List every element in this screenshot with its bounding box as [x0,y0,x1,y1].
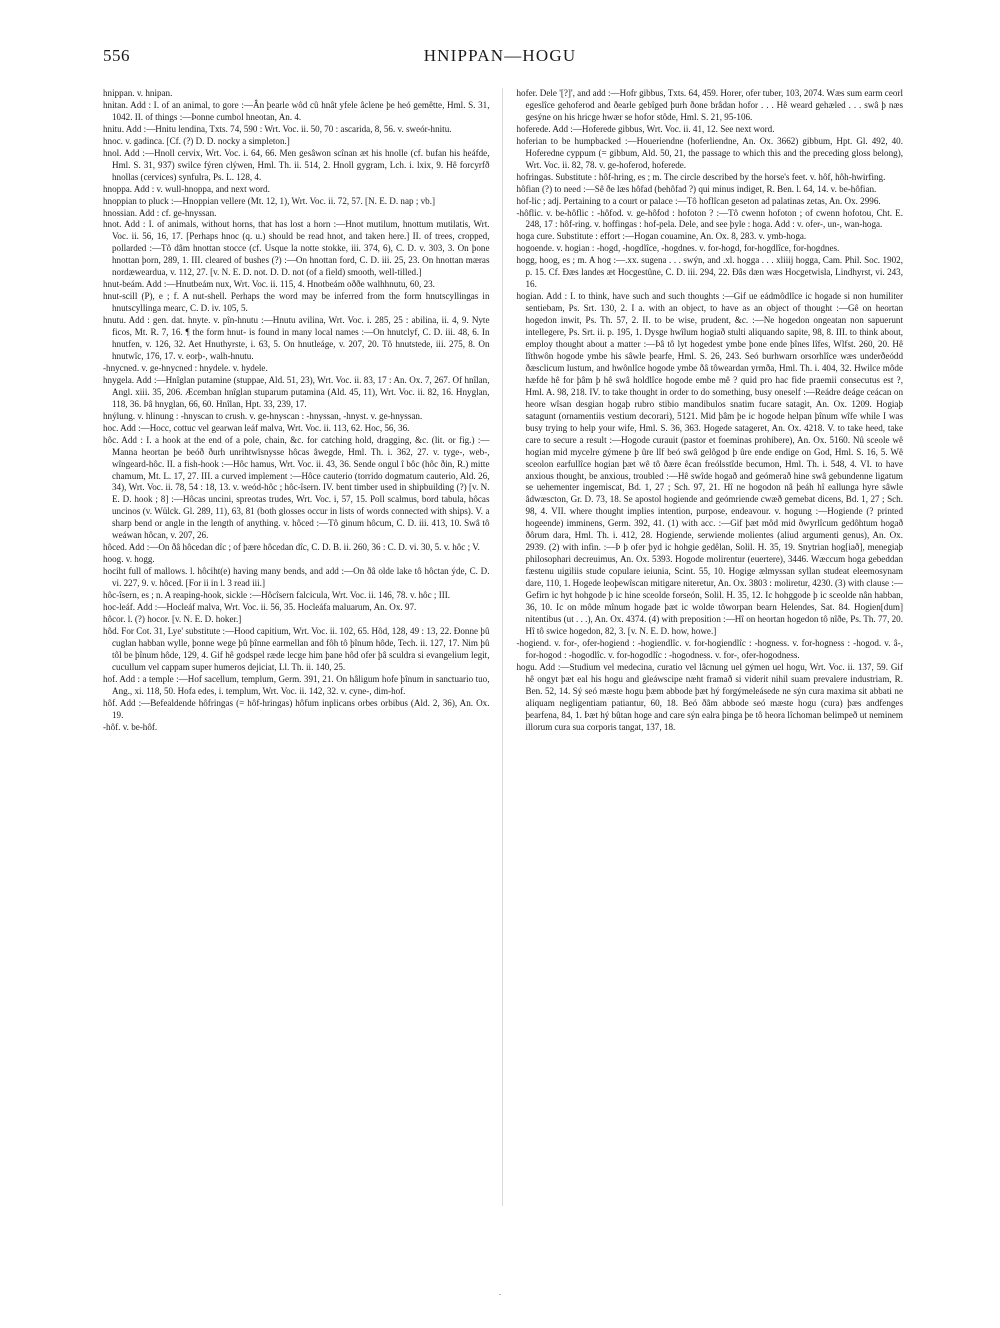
column-left [103,88,491,1208]
page-header [0,46,1000,72]
dictionary-entry: hôf. Add :—Befealdende hôfringas (= hôf-hringas) hôfum inplicans orbes orbibus (Ald. 2, 36), An. Ox. 19. [103,697,490,720]
dictionary-entry: hôd. For Cot. 31, Lye' substitute :—Hood capitium, Wrt. Voc. ii. 102, 65. Hôd, 128, 49 : 13, 22. Ðonne þû cuglan habban wylle, þonne wege þû þînne earmellan and fôh tô þînum hôde, Tech. ii. 127, 17. Nim þû tôl be þînum hôde, 129, 4. Gif hê godspel ræde lecge him þane hôd ofer þâ sculdra si evangelium legit, cucullum vel cappam super humeros dejiciat, Ll. Th. ii. 140, 25. [103,625,490,672]
page-footer-mark: . [499,1288,501,1297]
dictionary-entry: hnoppa. Add : v. wull-hnoppa, and next word. [103,183,270,194]
dictionary-entry: hociht full of mallows. l. hôciht(e) having many bends, and add :—On ðâ olde lake tô hôctan ýde, C. D. vi. 227, 9. v. hôced. [For ii in l. 3 read iii.] [103,566,490,589]
dictionary-entry: hoc. Add :—Hocc, cottuc vel gearwan leáf malva, Wrt. Voc. ii. 113, 62. Hoc, 56, 36. [103,422,410,433]
dictionary-entry: hnossian. Add : cf. ge-hnyssan. [103,207,217,218]
dictionary-entry: hnol. Add :—Hnoll cervix, Wrt. Voc. i. 64, 66. Men gesâwon scînan æt his hnolle (cf. bufan his heáfde, Hml. S. 31, 937) swilce fýren clýwen, Hml. Th. ii. 514, 2. Hnoll gygram, Lch. i. lxix, 9. Hê forcyrfð hnollas (cervices) synfulra, Ps. L. 128, 4. [103,147,490,182]
dictionary-entry: -hôf. v. be-hôf. [103,721,158,732]
dictionary-entry: hoog. v. hogg. [103,554,155,565]
dictionary-entry: hnut-beám. Add :—Hnutbeám nux, Wrt. Voc. ii. 115, 4. Hnotbeám oððe walhhnutu, 60, 23. [103,279,435,290]
dictionary-entry: hoga cure. Substitute : effort :—Hogan couamine, An. Ox. 8, 283. v. ymb-hoga. [516,231,807,242]
dictionary-entry: hof. Add : a temple :—Hof sacellum, templum, Germ. 391, 21. On hâligum hofe þînum in sanctuario tuo, Ang., xi. 118, 50. Hofa edes, i. templum, Wrt. Voc. ii. 142, 32. v. cyne-, dim-hof. [103,673,490,696]
dictionary-entry: hnut-scill (P), e ; f. A nut-shell. Perhaps the word may be inferred from the form hnutscyllingas in hnutscyllinga mearc, C. D. iv. 105, 5. [103,291,490,314]
dictionary-entry: hnoc. v. gadinca. [Cf. (?) D. D. nocky a simpleton.] [103,135,290,146]
dictionary-entry: hofringas. Substitute : hôf-hring, es ; m. The circle described by the horse's feet. v. hôf, hôh-hwirfing. [516,171,886,182]
dictionary-entry: hogian. Add : I. to think, have such and such thoughts :—Gif ue eádmôdlîce ic hogade si non humiliter sentiebam, Ps. Srt. 130, 2. I a. with an object, to have as an object of thought :—Gê on heortan hogedon inwit, Ps. Th. 57, 2. II. to be wise, prudent, &c. :—Ne hogedon ongeatan non sapuerunt intellegere, Ps. Srt. ii. p. 195, 1. Dysge hwîlum hogiað stulti aliquando sapite, 98, 8. III. to think about, employ thought about a matter :—Þâ tô lyt hogedest ymbe þone ende þînes lîfes, Wlfst. 260, 20. Hê lîthwôn hogode ymbe his sâwle þearfe, Hml. S. 26, 243. Seó burhwarn orsorhlîce wæs underðeódd ðæsclicum lustum, and hwônlîce hogode ymbe ðâ tôweardan yrmða, Hml. Th. i. 404, 32. Hwilce môde hæfde hê for þâm þ hê swâ holdlîce hogode embe mê ? quid pro hac fide praemii consecutus est ?, Hml. A. 98, 218. IV. to take thought in order to do something, busy oneself :—Reádre deáge ceácan on heore wîsan desgian hogaþ rubro stibio mandibulos snatim fucare satagit, An. Ox. 1209. Hogiaþ satagunt (ornamentiis vestium decorari), 5121. Mid þâm þe ic hogode helpan þînum wîfe while I was busy trying to help your wife, Hml. S. 36, 363. Hogede satageret, An. Ox. 4218. V. to take heed, take care to secure a result :—Hogode curauit (pastor et foeminas prohibere), An. Ox. 5160. Nû sceole wê hogian mid mycelre gýmene þ ûre lîf beó swâ gelôgod þ ûre ende endige on God, Hml. S. 16, 5. Wê sceolon earfullîce hogian þæt wê tô ðære êcan freólsstîde becumon, Hml. Th. i. 548, 4. VI. to have anxious thought, be anxious, troubled :—Hê swîde hogað and geómerað hine swâ gebundenne ligatum se uehementer ingemiscat, Bd. 1, 27 ; Sch. 97, 21. Hî ne hogodon nâ þeáh hî eallunga hyre sâwle âdwæscton, Gr. D. 73, 18. Se apostol hogiende and geómriende cwæð gemebat dicens, Bd. 1, 27 ; Sch. 98, 4. VII. where thought implies intention, purpose, endeavour. v. hogung :—Hogiende (? printed hogeende) imminens, Germ. 392, 41. (1) with acc. :—Gif þæt môd mid ðwyrlîcum gedôhtum hogað ðôrum dara, Hml. Th. i. 412, 28. Hogiende, serwiende molientes (aliud argumenti genus), An. Ox. 2939. (2) with infin. :—Þ þ ofer þyd ic hohgie gedêlan, Solil. H. 35, 19. Snytrian hog[iað], menegiaþ philosophari decreuimus, An. Ox. 5393. Hogode molirentur (euertere), 3446. Wæccum hoga gebeddan fæstenu uigiliis stude copulare ieiunia, Scint. 55, 10. Hogige ælmyssan syllan studeat eleemosynam dare, 110, 1. Hogede leoþewîscan mitigare niteretur, An. Ox. 3803 : moliretur, 4230. (3) with clause :—Gefirn ic hyt hohgode þ ic hine sceolde forseón, Solil. H. 35, 12. Ic hohggode þ ic sceolde nân habban, 36, 10. Ic on môde mînum hogade þæt ic wolde tôworpan bearn Helendes, Sat. 84. Hogien[dum] nitentibus (ut . . .), An. Ox. 4374. (4) with preposition :—Hî on heortan hogedon tô nîðe, Ps. Th. 77, 20. Hî tô swice hogedon, 82, 3. [v. N. E. D. how, howe.] [516,291,903,636]
dictionary-entry: -hnycned. v. ge-hnycned : hnydele. v. hydele. [103,362,268,373]
dictionary-entry: -hogiend. v. for-, ofer-hogiend : -hogiendlîc. v. for-hogiendlîc : -hogness. v. for-hogness : -hogod. v. â-, for-hogod : -hogodlîc. v. for-hogodlîc : -hogodness. v. for-, ofer-hogodness. [516,637,903,660]
column-right [517,88,904,1208]
dictionary-entry: hôced. Add :—On ðâ hôcedan dîc ; of þære hôcedan dîc, C. D. B. ii. 260, 36 : C. D. vi. 30, 5. v. hôc ; V. [103,542,480,553]
dictionary-entry: hôc. Add : I. a hook at the end of a pole, chain, &c. for catching hold, dragging, &c. (lit. or fig.) :—Manna heortan þe beóð ðurh unrihtwîsnysse hôcas âwegde, Hml. Th. i. 362, 27. v. tyge-, web-, wîngeard-hôc. II. a fish-hook :—Hôc hamus, Wrt. Voc. ii. 43, 36. Sende ongul î bôc (hôc ðin, R.) mitte chamum, Mt. L. 17, 27. III. a curved implement :—Hôce cauterio (torrido dogmatum cauterio, Ald. 26, 34), Wrt. Voc. ii. 78, 54 : 18, 13. v. weód-hôc ; hôc-îsern. IV. bent timber used in shipbuilding (?) [v. N. E. D. hook ; 8] :—Hôcas uncini, spreotas trudes, Wrt. Voc. i, 57, 15. Poll scalmus, bord tabula, hôcas uncinos (v. Wülck. Gl. 289, 11), 63, 81 (both glosses occur in lists of words connected with ships). V. a sharp bend or angle in the length of anything. v. hôced :—Tô ginum hôcum, C. D. iii. 413, 10. Swâ tô weáwan hôcan, v. 207, 26. [103,434,490,541]
running-title: HNIPPAN—HOGU [423,46,577,65]
dictionary-entry: hnygela. Add :—Hnîglan putamine (stuppae, Ald. 51, 23), Wrt. Voc. ii. 83, 17 : An. Ox. 7, 267. Of hnîlan, Angl. xiii. 35, 206. Æcemban hnîglan stuparum putamina (Ald. 45, 11), Wrt. Voc. ii. 82, 16. Hnyglan, 118, 36. Þâ hnyglan, 66, 60. Hnîlan, Hpt. 33, 239, 17. [103,374,490,409]
dictionary-entry: hôcor. l. (?) hocor. [v. N. E. D. hoker.] [103,613,242,624]
dictionary-entry: hofer. Dele '[?]', and add :—Hofr gibbus, Txts. 64, 459. Horer, ofer tuber, 103, 2074. Wæs sum earm ceorl egeslîce gehoferod and ðearle gebîged þurh ðone brâdan hofor . . . Hê weard gehæled . . . swâ þ næs gesýne on his hricge hwær se hofor stôde, Hml. S. 21, 95-106. [516,88,903,122]
dictionary-entry: hnoppian to pluck :—Hnoppian vellere (Mt. 12, 1), Wrt. Voc. ii. 72, 57. [N. E. D. nap ; vb.] [103,195,436,206]
dictionary-entry: hoferian to be humpbacked :—Houeriendne (hoferliendne, An. Ox. 3662) gibbum, Hpt. Gl. 492, 40. Hoferedne cyppum (= gibbum, Ald. 50, 21, the passage to which this and the preceding gloss belong), Wrt. Voc. ii. 82, 78. v. ge-hoferod, hoferede. [516,135,903,170]
dictionary-entry: hnýlung. v. hlinung : -hnyscan to crush. v. ge-hnyscan : -hnyssan, -hnyst. v. ge-hnyssan. [103,410,423,421]
dictionary-entry: hoc-leáf. Add :—Hocleáf malva, Wrt. Voc. ii. 56, 35. Hocleáfa maluarum, An. Ox. 97. [103,601,417,612]
text-columns [103,88,903,1208]
dictionary-entry: hogg, hoog, es ; m. A hog :—.xx. sugena . . . swýn, and .xl. hogga . . . xliiij hogga, Cam. Phil. Soc. 1902, p. 15. Cf. Ðæs landes æt Hocgestûne, C. D. iii. 294, 22. Ðâs dæn wæs Hocgetwisla, Lindhyrst, vi. 243, 16. [516,255,903,290]
dictionary-entry: hôfian (?) to need :—Sê ðe læs hôfad (behôfad ?) qui minus indiget, R. Ben. l. 64, 14. v. be-hôfian. [516,183,877,194]
dictionary-entry: hnitu. Add :—Hnitu lendina, Txts. 74, 590 : Wrt. Voc. ii. 50, 70 : ascarida, 8, 56. v. sweór-hnitu. [103,123,452,134]
dictionary-entry: -hôflic. v. be-hôflic : -hôfod. v. ge-hôfod : hofoton ? :—Tô cwenn hofoton ; of cwenn hofotou, Cht. E. 248, 17 : hôf-ring. v. hoffingas : hof-pela. Dele, and see þyle : hoga. Add : v. ofer-, un-, wan-hoga. [516,207,903,230]
dictionary-entry: hnitan. Add : I. of an animal, to gore :—Ân þearle wôd cû hnât yfele âclene þe heó gemêtte, Hml. S. 31, 1042. II. of things :—Þonne cumbol hneotan, An. 4. [103,99,490,122]
dictionary-entry: hôc-îsern, es ; n. A reaping-hook, sickle :—Hôcîsern falcicula, Wrt. Voc. ii. 146, 78. v. hôc ; III. [103,590,451,601]
dictionary-entry: hoferede. Add :—Hoferede gibbus, Wrt. Voc. ii. 41, 12. See next word. [516,123,775,134]
page-number: 556 [103,46,130,65]
dictionary-entry: hogu. Add :—Studium vel medecina, curatio vel lâcnung uel gýmen uel hogu, Wrt. Voc. ii. 137, 59. Gif hê ongyt þæt eal his hogu and gleáwscipe næht framað si viderit nihil suam prevalere industriam, R. Ben. 52, 14. Sý seó mæste hogu þæm abbode þæt hý forgýmeleásede ne sýn cura maxima sit abbati ne aliquam negligentiam patiantur, 60, 18. Beó ðâm abbode seó mæste hogu (cura) þæs andfenges þearfena, 84, 1. Þæt hý bûtan hoge and care sýn ealra þinga þe tô heora lîchoman belimpeð ut neminem illorum cura sua corporis tangat, 137, 18. [516,661,903,732]
dictionary-entry: hnutu. Add : gen. dat. hnyte. v. pîn-hnutu :—Hnutu avilina, Wrt. Voc. i. 285, 25 : abilina, ii. 4, 9. Nyte ficos, Mt. R. 7, 16. ¶ the form hnut- is found in many local names :—On hnutclyf, C. D. iii. 48, 6. In hnutfen, v. 126, 32. Aet Hnuthyrste, i. 63, 5. On hnutleáge, v. 207, 20. Tô hnutstede, iii. 275, 8. On hnutwîc, 176, 17. v. eorþ-, walh-hnutu. [103,315,490,361]
dictionary-entry: hogoende. v. hogian : -hogd, -hogdlîce, -hogdnes. v. for-hogd, for-hogdlîce, for-hogdnes. [516,243,840,254]
dictionary-entry: hnot. Add : I. of animals, without horns, that has lost a horn :—Hnot mutilum, hnottum mutilatis, Wrt. Voc. ii. 56, 16, 17. [Perhaps hnoc (q. u.) should be read hnot, and taken here.] II. of trees, cropped, pollarded :—Tô dâm hnottan stocce (cf. Usque la notte stokke, iii. 374, 6), C. D. v. 303, 3. On þone hnottan þorn, 289, 1. III. cleared of bushes (?) :—On hnottan ford, C. D. iii. 25, 23. On hnottan mæras nordæweardua, v. 112, 27. [v. N. E. D. not. D. D. not (of a field) smooth, well-tilled.] [103,219,490,278]
dictionary-entry: hof-lic ; adj. Pertaining to a court or palace :—Tô hoflîcan geseton ad palatinas zetas, An. Ox. 2996. [516,195,881,206]
dictionary-entry: hnippan. v. hnipan. [103,88,173,98]
